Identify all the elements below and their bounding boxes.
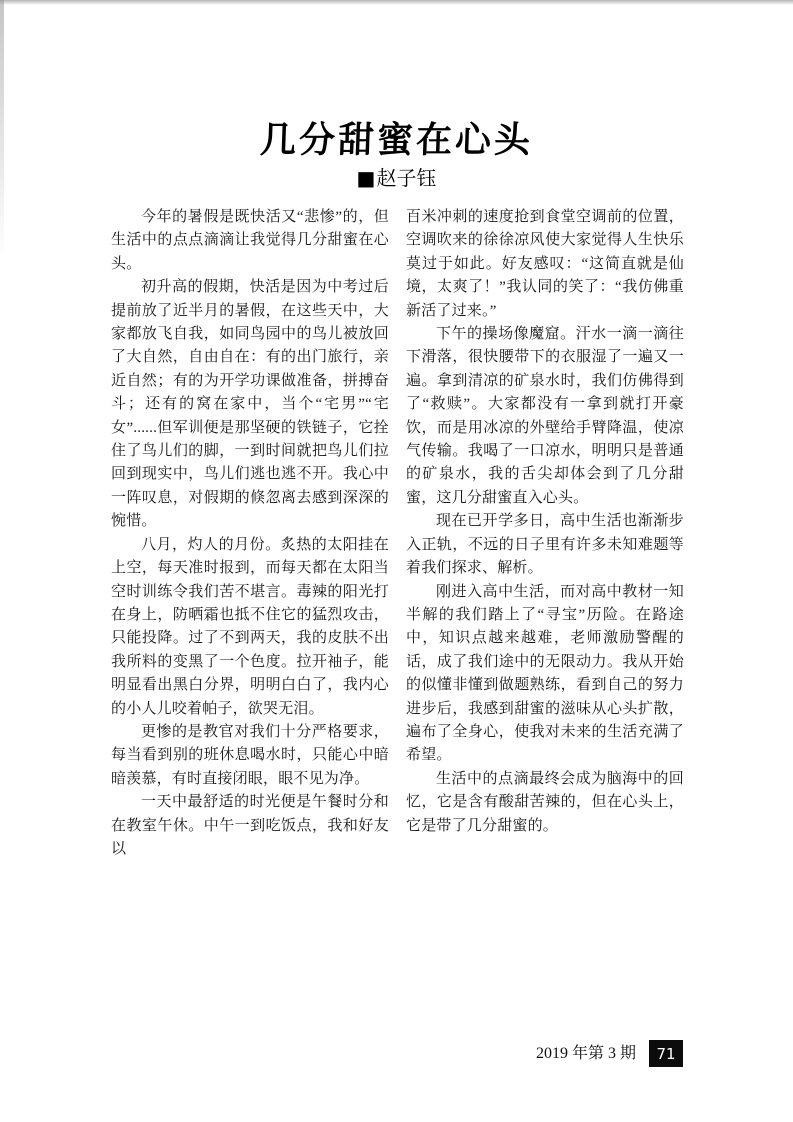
paragraph: 下午的操场像魔窟。汗水一滴一滴往下滑落，很快腰带下的衣服湿了一遍又一遍。拿到清凉的矿泉水时，我们仿佛得到了“救赎”。大家都没有一拿到就打开豪饮，而是用冰凉的外壁给手臂降温，使凉气传输。我喝了一口凉水，明明只是普通的矿泉水，我的舌尖却体会到了几分甜蜜，这几分甜蜜直入心头。 bbox=[406, 326, 684, 506]
paragraph: 一天中最舒适的时光便是午餐时分和在教室午休。中午一到吃饭点，我和好友以 bbox=[111, 794, 389, 857]
paragraph: 今年的暑假是既快活又“悲惨”的，但生活中的点点滴滴让我觉得几分甜蜜在心头。 bbox=[111, 209, 389, 272]
paragraph: 刚进入高中生活，而对高中教材一知半解的我们踏上了“寻宝”历险。在路途中，知识点越来越难，老师激励警醒的话，成了我们途中的无限动力。我从开始的似懂非懂到做题熟练，看到自己的努力进步后，我感到甜蜜的滋味从心头扩散，遍布了全身心，使我对未来的生活充满了希望。 bbox=[406, 583, 684, 764]
scan-edge-top bbox=[0, 0, 793, 5]
column-right bbox=[406, 206, 684, 861]
article-title: 几分甜蜜在心头 bbox=[259, 120, 534, 161]
page-number-badge: 71 bbox=[649, 1040, 683, 1067]
paragraph: 现在已开学多日，高中生活也渐渐步入正轨，不远的日子里有许多未知难题等着我们探求、解析。 bbox=[406, 513, 684, 577]
article-body bbox=[111, 206, 684, 861]
paragraph: 生活中的点滴最终会成为脑海中的回忆，它是含有酸甜苦辣的，但在心头上，它是带了几分甜蜜的。 bbox=[406, 770, 684, 834]
byline bbox=[0, 165, 793, 191]
paragraph-continuation: 百米冲刺的速度抢到食堂空调前的位置，空调吹来的徐徐凉风使大家觉得人生快乐莫过于如此。好友感叹：“这简直就是仙境，太爽了！”我认同的笑了：“我仿佛重新活了过来。” bbox=[406, 209, 684, 319]
column-left bbox=[111, 206, 389, 861]
paragraph: 更惨的是教官对我们十分严格要求，每当看到别的班休息喝水时，只能心中暗暗羡慕，有时直接闭眼，眼不见为净。 bbox=[111, 723, 389, 787]
author-marker-icon: ■ bbox=[356, 166, 377, 190]
author-name: 赵子钰 bbox=[376, 166, 437, 190]
page-footer bbox=[536, 1040, 683, 1067]
paragraph: 八月，灼人的月份。炙热的太阳挂在上空，每天准时报到，而每天都在太阳当空时训练令我们苦不堪言。毒辣的阳光打在身上，防晒霜也抵不住它的猛烈攻击，只能投降。过了不到两天，我的皮肤不出我所料的变黑了一个色度。拉开袖子，能明显看出黑白分界，明明白白了，我内心的小人儿咬着帕子，欲哭无泪。 bbox=[111, 536, 389, 717]
paragraph: 初升高的假期，快活是因为中考过后提前放了近半月的暑假，在这些天中，大家都放飞自我，如同鸟园中的鸟儿被放回了大自然，自由自在：有的出门旅行，亲近自然；有的为开学功课做准备，拼搏奋斗；还有的窝在家中，当个“宅男”“宅女”......但军训便是那坚硬的铁链子，它拴住了鸟儿们的脚，一到时间就把鸟儿们拉回到现实中，鸟儿们逃也逃不开。我心中一阵叹息，对假期的倏忽离去感到深深的惋惜。 bbox=[111, 279, 389, 530]
issue-label: 2019 年第 3 期 bbox=[535, 1045, 636, 1062]
